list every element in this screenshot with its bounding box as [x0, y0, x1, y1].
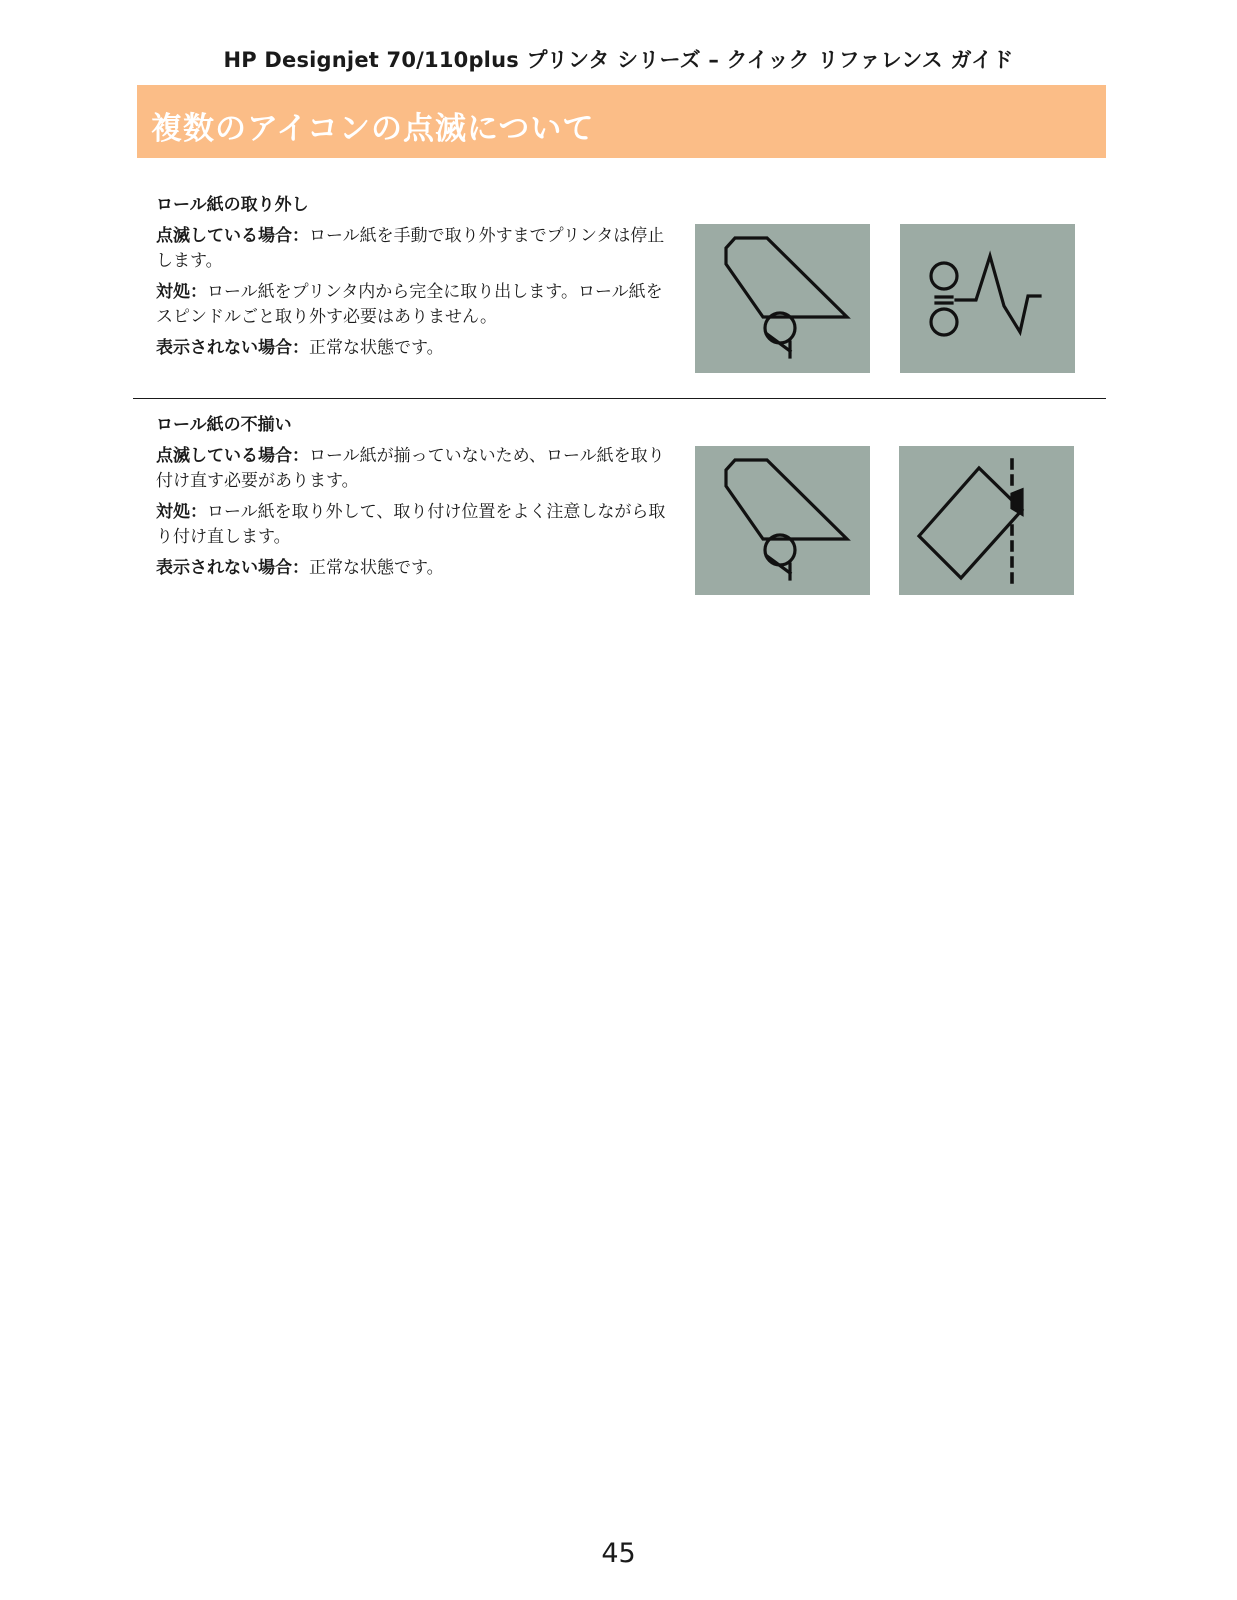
- paper-roll-icon: [695, 224, 870, 373]
- error-block-roll-misaligned: [156, 413, 671, 587]
- blinking-description: [156, 224, 671, 274]
- not-shown-description: [156, 336, 671, 361]
- not-shown-text: 正常な状態です。: [309, 558, 444, 578]
- action-description: [156, 280, 671, 330]
- not-shown-description: [156, 556, 671, 581]
- error-block-roll-removal: [156, 193, 671, 367]
- document-header: HP Designjet 70/110plus プリンタ シリーズ – クイック リファレンス ガイド: [223, 48, 1014, 72]
- action-text: ロール紙をプリンタ内から完全に取り出します。ロール紙をスピンドルごと取り外す必要はありません。: [156, 282, 663, 327]
- blinking-label: 点滅している場合：: [156, 226, 309, 246]
- paper-path-icon: [900, 224, 1075, 373]
- action-label: 対処：: [156, 502, 207, 522]
- error-heading: ロール紙の取り外し: [156, 195, 309, 215]
- blinking-text: ロール紙が揃っていないため、ロール紙を取り付け直す必要があります。: [156, 446, 665, 491]
- action-description: [156, 500, 671, 550]
- paper-roll-icon: [695, 446, 870, 595]
- blinking-text: ロール紙を手動で取り外すまでプリンタは停止します。: [156, 226, 665, 271]
- section-title: 複数のアイコンの点滅について: [151, 111, 595, 147]
- blinking-label: 点滅している場合：: [156, 446, 309, 466]
- section-banner: [137, 85, 1106, 158]
- action-label: 対処：: [156, 282, 207, 302]
- blinking-description: [156, 444, 671, 494]
- not-shown-label: 表示されない場合：: [156, 558, 309, 578]
- not-shown-text: 正常な状態です。: [309, 338, 444, 358]
- page-number: 45: [601, 1538, 636, 1569]
- error-heading: ロール紙の不揃い: [156, 415, 292, 435]
- section-divider: [133, 398, 1106, 399]
- action-text: ロール紙を取り外して、取り付け位置をよく注意しながら取り付け直します。: [156, 502, 666, 547]
- not-shown-label: 表示されない場合：: [156, 338, 309, 358]
- skewed-paper-icon: [899, 446, 1074, 595]
